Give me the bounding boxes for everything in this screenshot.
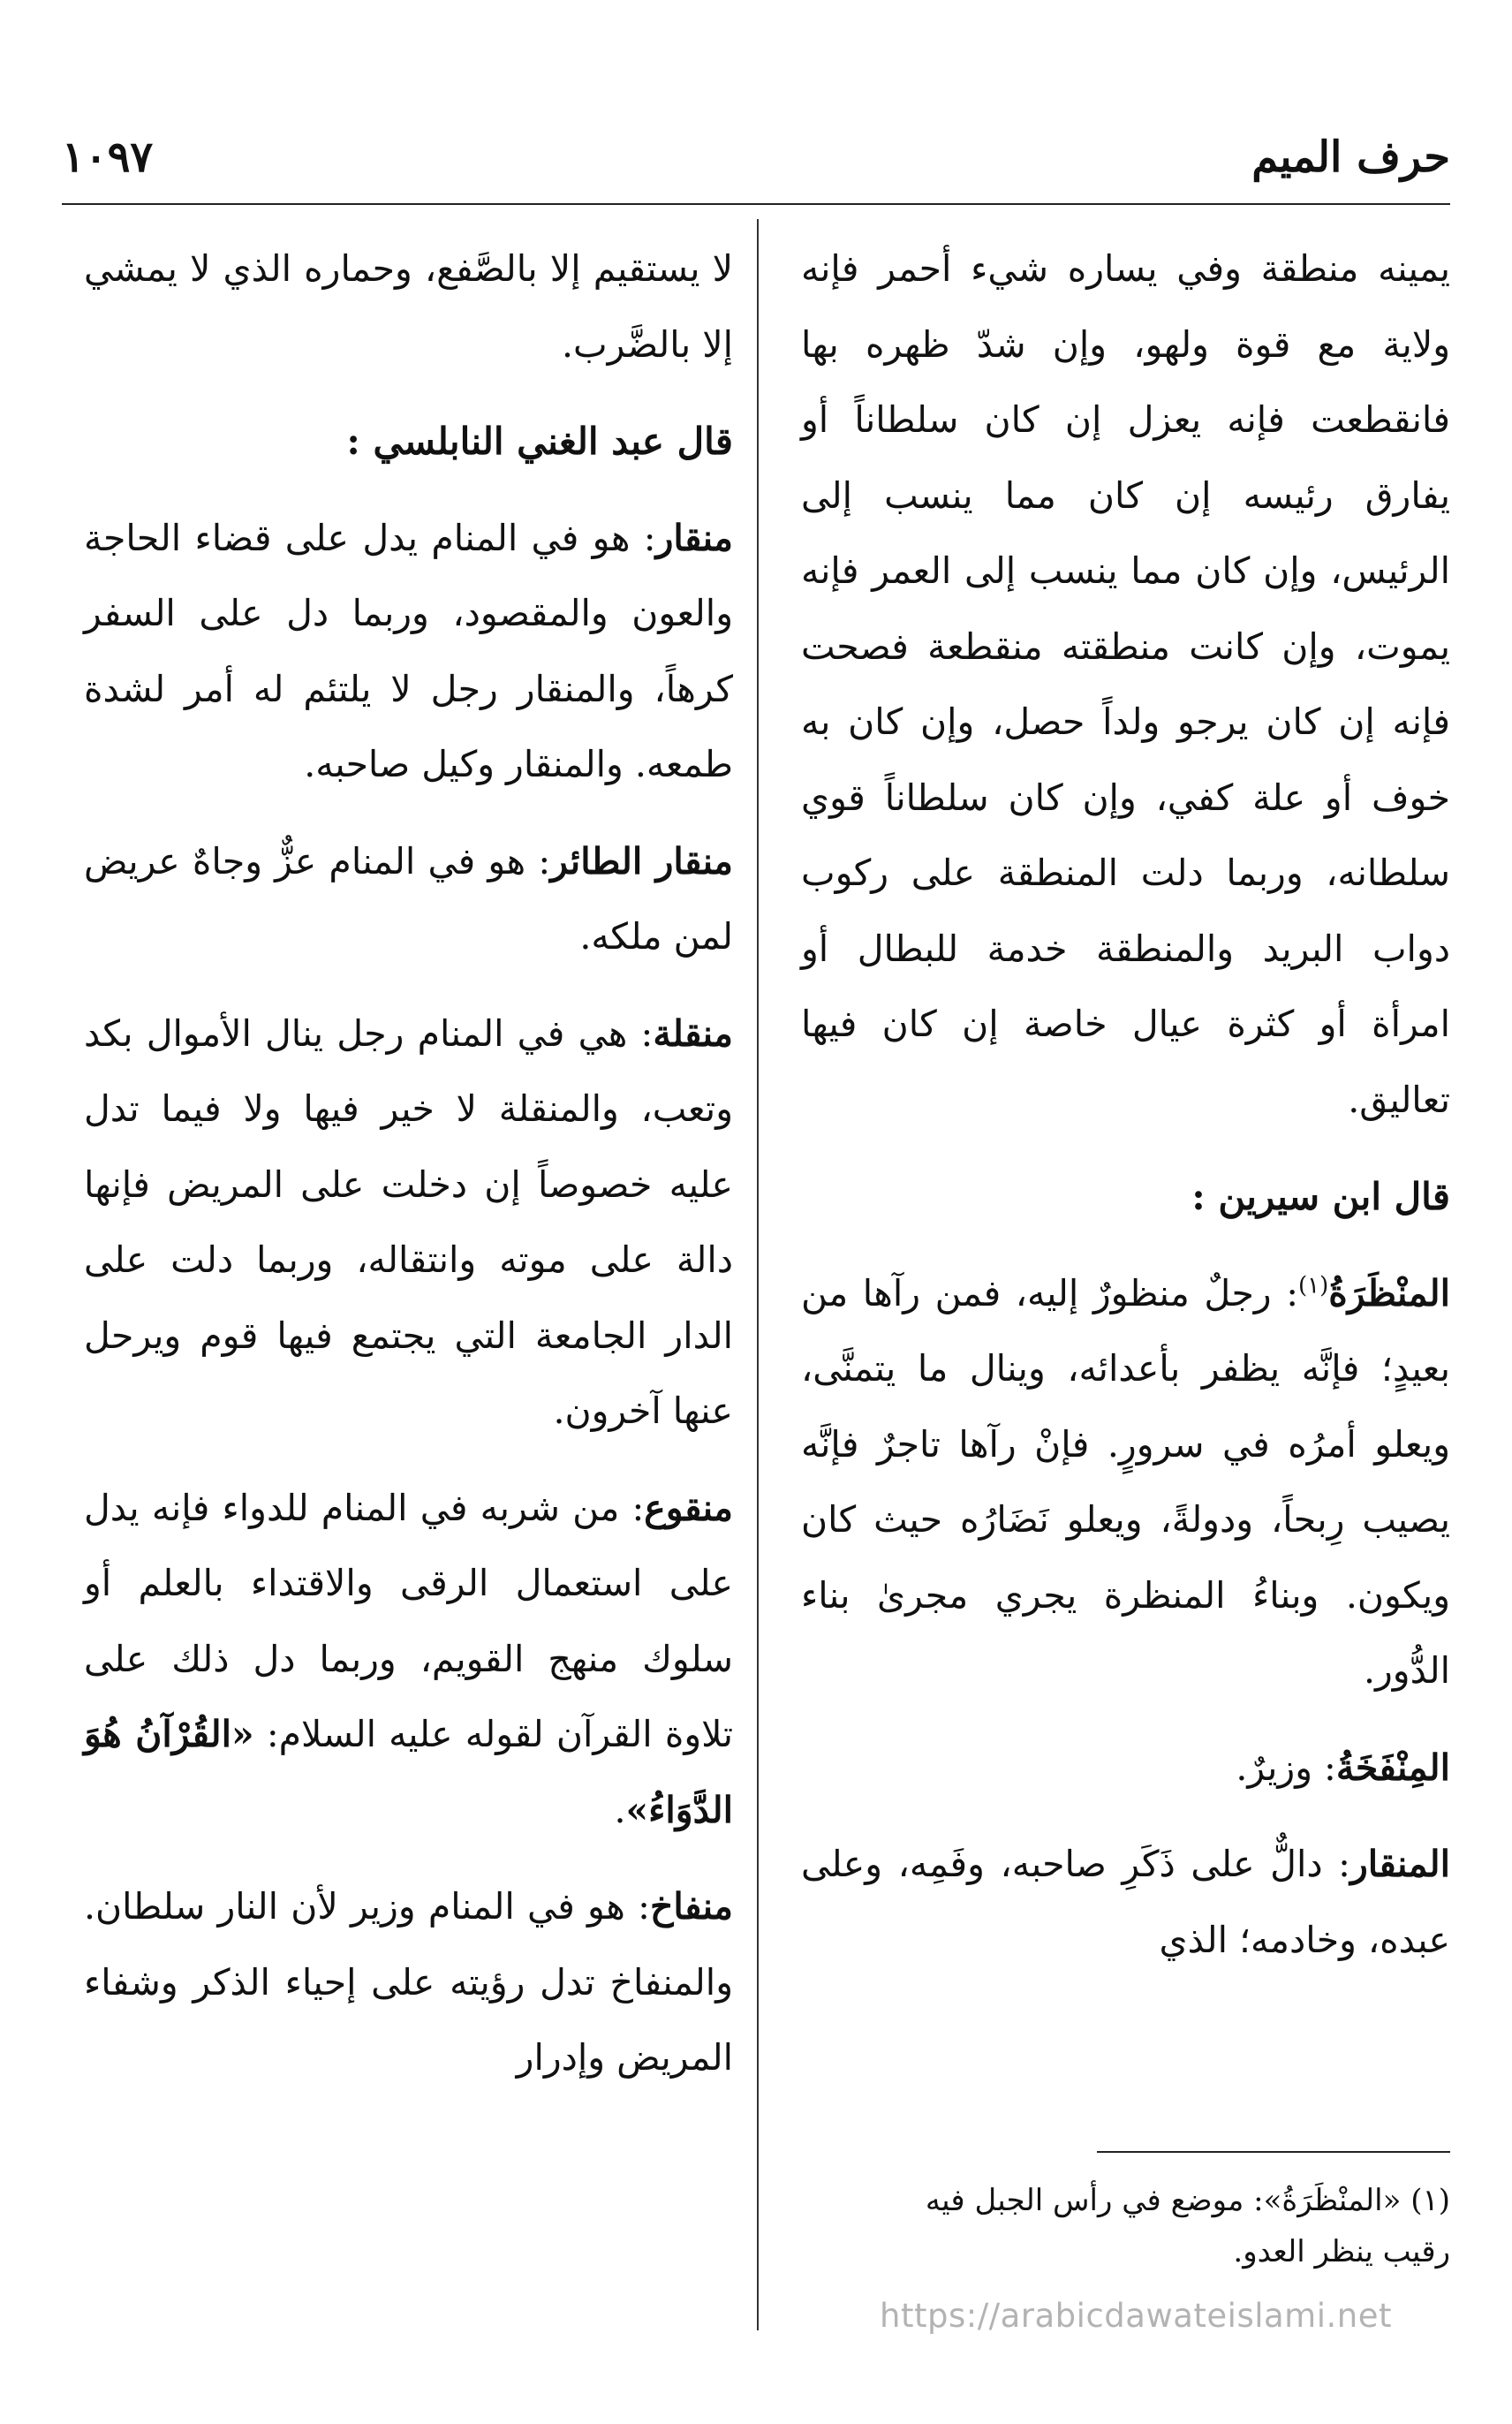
right-column bbox=[801, 231, 1450, 1999]
entry-manqu bbox=[84, 1471, 733, 1849]
watermark-url: https://arabicdawateislami.net bbox=[880, 2297, 1392, 2335]
entry-term: منقلة bbox=[653, 1011, 733, 1055]
column-divider bbox=[757, 219, 759, 2330]
continuation-paragraph: يمينه منطقة وفي يساره شيء أحمر فإنه ولاية مع قوة ولهو، وإن شدّ ظهره بها فانقطعت فإنه يعزل إن كان سلطاناً أو يفارق رئيسه إن كان مما ينسب إلى الرئيس، وإن كان مما ينسب إلى العمر فإنه يموت، وإن كانت منطقته منقطعة فصحت فإنه إن كان يرجو ولداً حصل، وإن كان به خوف أو علة كفي، وإن كان سلطاناً قوي سلطانه، وربما دلت المنطقة على ركوب دواب البريد والمنطقة خدمة للبطال أو امرأة أو كثرة عيال خاصة إن كان فيها تعاليق. bbox=[801, 247, 1450, 1121]
entry-minfakh bbox=[84, 1869, 733, 2096]
left-column bbox=[84, 231, 733, 2117]
entry-text: : من شربه في المنام للدواء فإنه يدل على استعمال الرقى والاقتداء بالعلم أو سلوك منهج القويم، وربما دل ذلك على تلاوة القرآن لقوله عليه السلام: bbox=[84, 1486, 734, 1755]
footnote-line: (١) «المنْظَرَةُ»: موضع في رأس الجبل فيه bbox=[925, 2183, 1450, 2218]
footnote-line: رقيب ينظر العدو. bbox=[1233, 2234, 1450, 2269]
entry-text: : هو في المنام عزٌّ وجاهٌ عريض لمن ملكه. bbox=[84, 839, 733, 958]
entry-term: المِنْفَخَةُ bbox=[1335, 1746, 1450, 1789]
entry-term: منقار الطائر bbox=[550, 839, 733, 882]
entry-term: المنْظَرَةُ bbox=[1328, 1271, 1450, 1314]
entry-text: : دالٌّ على ذَكَرِ صاحبه، وفَمِه، وعلى عبده، وخادمه؛ الذي bbox=[801, 1843, 1450, 1961]
entry-tail: . bbox=[614, 1788, 626, 1831]
section-heading-nabulsi: قال عبد الغني النابلسي : bbox=[346, 420, 733, 463]
entry-manqala bbox=[84, 996, 733, 1450]
entry-minfakha bbox=[801, 1731, 1450, 1807]
continuation-paragraph: لا يستقيم إلا بالصَّفع، وحماره الذي لا يمشي إلا بالضَّرب. bbox=[84, 247, 733, 366]
running-title: حرف الميم bbox=[1251, 133, 1450, 182]
entry-term: منقار bbox=[655, 516, 733, 559]
entry-term: المنقار bbox=[1350, 1843, 1450, 1885]
entry-minqar-nabulsi bbox=[84, 501, 733, 803]
entry-text: : رجلٌ منظورٌ إليه، فمن رآها من بعيدٍ؛ فإنَّه يظفر بأعدائه، وينال ما يتمنَّى، ويعلو أمرُه في سرورٍ. فإنْ رآها تاجرٌ فإنَّه يصيب رِبحاً، ودولةً، ويعلو نَضَارُه حيث كان ويكون. وبناءُ المنظرة يجري مجرىٰ بناء الدُّور. bbox=[801, 1271, 1450, 1692]
entry-text: : هو في المنام وزير لأن النار سلطان. والمنفاخ تدل رؤيته على إحياء الذكر وشفاء المريض وإدرار bbox=[84, 1885, 733, 2079]
entry-minqar-bird bbox=[84, 824, 733, 975]
section-heading-ibn-sirin: قال ابن سيرين : bbox=[1191, 1175, 1450, 1218]
entry-term: منفاخ bbox=[649, 1885, 733, 1928]
entry-text: : هو في المنام يدل على قضاء الحاجة والعون والمقصود، وربما دل على السفر كرهاً، والمنقار رجل لا يلتئم له أمر لشدة طمعه. والمنقار وكيل صاحبه. bbox=[84, 516, 733, 785]
entry-manzara bbox=[801, 1256, 1450, 1709]
footnote-rule bbox=[1097, 2151, 1450, 2153]
page-number: ١٠٩٧ bbox=[62, 133, 154, 182]
hadith-quote: «القُرْآنُ هُوَ الدَّوَاءُ» bbox=[84, 1713, 733, 1831]
entry-text: : وزيرٌ. bbox=[1236, 1746, 1336, 1789]
page-header bbox=[62, 133, 1450, 205]
footnote bbox=[801, 2175, 1450, 2277]
footnote-reference: (١) bbox=[1298, 1271, 1329, 1299]
entry-text: : هي في المنام رجل ينال الأموال بكد وتعب، والمنقلة لا خير فيها ولا فيما تدل عليه خصوصاً إن دخلت على المريض فإنها دالة على موته وانتقاله، وربما دلت على الدار الجامعة التي يجتمع فيها قوم ويرحل عنها آخرون. bbox=[84, 1011, 733, 1432]
entry-minqar bbox=[801, 1827, 1450, 1978]
entry-term: منقوع bbox=[644, 1486, 733, 1529]
